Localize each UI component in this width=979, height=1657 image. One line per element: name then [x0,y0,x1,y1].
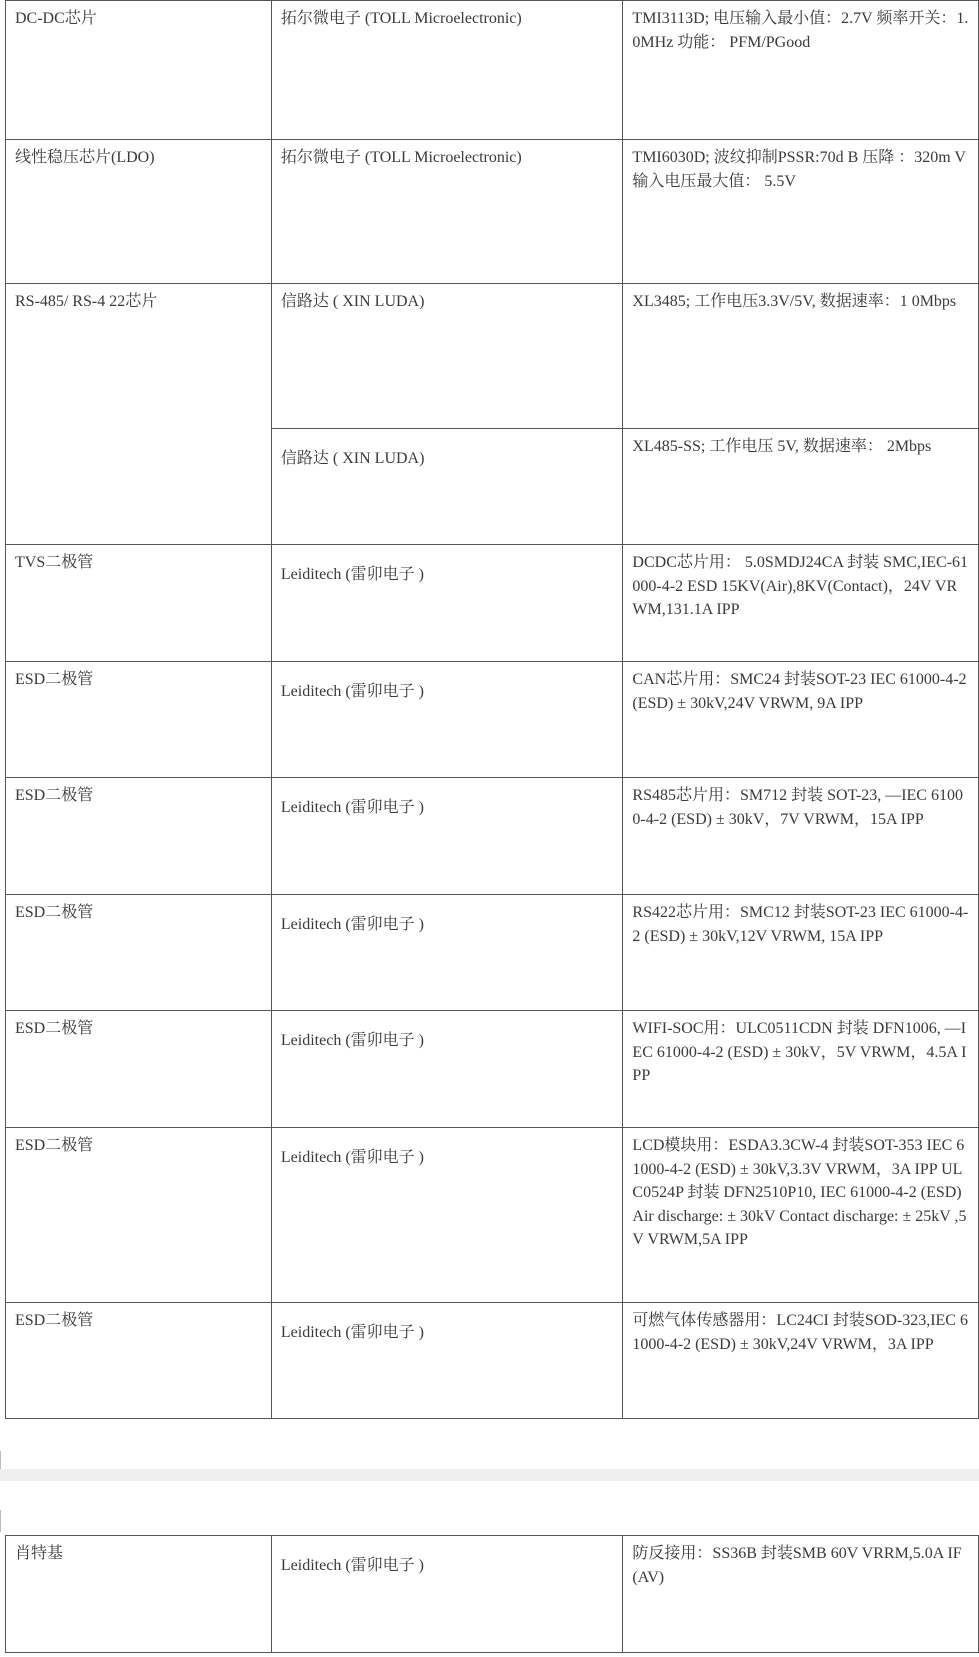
spec-cell: RS485芯片用：SM712 封装 SOT-23, —IEC 61000-4-2 (ESD) ± 30kV，7V VRWM，15A IPP [623,778,979,895]
spec-cell: 防反接用：SS36B 封装SMB 60V VRRM,5.0A IF(AV) [623,1536,979,1653]
type-cell: 肖特基 [6,1536,272,1653]
type-cell: 线性稳压芯片(LDO) [6,140,272,284]
type-cell: DC-DC芯片 [6,1,272,140]
spec-cell: TMI6030D; 波纹抑制PSSR:70d B 压降 ：320m V 输入电压最大值： 5.5V [623,140,979,284]
maker-cell: 拓尔微电子 (TOLL Microelectronic) [271,1,623,140]
component-table-continued [5,1535,979,1653]
maker-cell: Leiditech (雷卯电子 ) [271,545,623,662]
type-cell: ESD二极管 [6,895,272,1011]
page-break [0,1469,979,1481]
maker-cell: Leiditech (雷卯电子 ) [271,1303,623,1419]
table-row [6,778,979,895]
component-table [5,0,979,1419]
type-cell: ESD二极管 [6,1303,272,1419]
table-row [6,1128,979,1303]
spec-cell: CAN芯片用：SMC24 封装SOT-23 IEC 61000-4-2 (ESD) ± 30kV,24V VRWM, 9A IPP [623,662,979,778]
table-row [6,662,979,778]
table-row [6,1,979,140]
type-cell: ESD二极管 [6,1128,272,1303]
table-row [6,1536,979,1653]
page-break-mark [0,1510,1,1532]
table-row [6,284,979,429]
maker-cell: Leiditech (雷卯电子 ) [271,1011,623,1128]
maker-cell: Leiditech (雷卯电子 ) [271,895,623,1011]
spec-cell: DCDC芯片用： 5.0SMDJ24CA 封装 SMC,IEC-61000-4-2 ESD 15KV(Air),8KV(Contact)，24V VRWM,131.1A IPP [623,545,979,662]
type-cell: RS-485/ RS-4 22芯片 [6,284,272,545]
maker-cell: Leiditech (雷卯电子 ) [271,1536,623,1653]
table-row [6,1011,979,1128]
table-row [6,140,979,284]
type-cell: TVS二极管 [6,545,272,662]
spec-cell: TMI3113D; 电压输入最小值：2.7V 频率开关：1.0MHz 功能： PFM/PGood [623,1,979,140]
type-cell: ESD二极管 [6,1011,272,1128]
table-row [6,1303,979,1419]
spec-cell: 可燃气体传感器用：LC24CI 封装SOD-323,IEC 61000-4-2 (ESD) ± 30kV,24V VRWM，3A IPP [623,1303,979,1419]
spec-cell: XL3485; 工作电压3.3V/5V, 数据速率：1 0Mbps [623,284,979,429]
maker-cell: Leiditech (雷卯电子 ) [271,778,623,895]
maker-cell: Leiditech (雷卯电子 ) [271,662,623,778]
spec-cell: LCD模块用：ESDA3.3CW-4 封装SOT-353 IEC 61000-4-2 (ESD) ± 30kV,3.3V VRWM，3A IPP ULC0524P 封装 DFN2510P10, IEC 61000-4-2 (ESD) Air discharge: ± 30kV Contact discharge: ± 25kV ,5V VRWM,5A IPP [623,1128,979,1303]
type-cell: ESD二极管 [6,662,272,778]
spec-cell: RS422芯片用：SMC12 封装SOT-23 IEC 61000-4-2 (ESD) ± 30kV,12V VRWM, 15A IPP [623,895,979,1011]
table-row [6,895,979,1011]
table-row [6,545,979,662]
type-cell: ESD二极管 [6,778,272,895]
maker-cell: 信路达 ( XIN LUDA) [271,284,623,429]
maker-cell: 信路达 ( XIN LUDA) [271,429,623,545]
maker-cell: 拓尔微电子 (TOLL Microelectronic) [271,140,623,284]
spec-cell: XL485-SS; 工作电压 5V, 数据速率： 2Mbps [623,429,979,545]
spec-cell: WIFI-SOC用：ULC0511CDN 封装 DFN1006, —IEC 61000-4-2 (ESD) ± 30kV，5V VRWM，4.5A IPP [623,1011,979,1128]
maker-cell: Leiditech (雷卯电子 ) [271,1128,623,1303]
